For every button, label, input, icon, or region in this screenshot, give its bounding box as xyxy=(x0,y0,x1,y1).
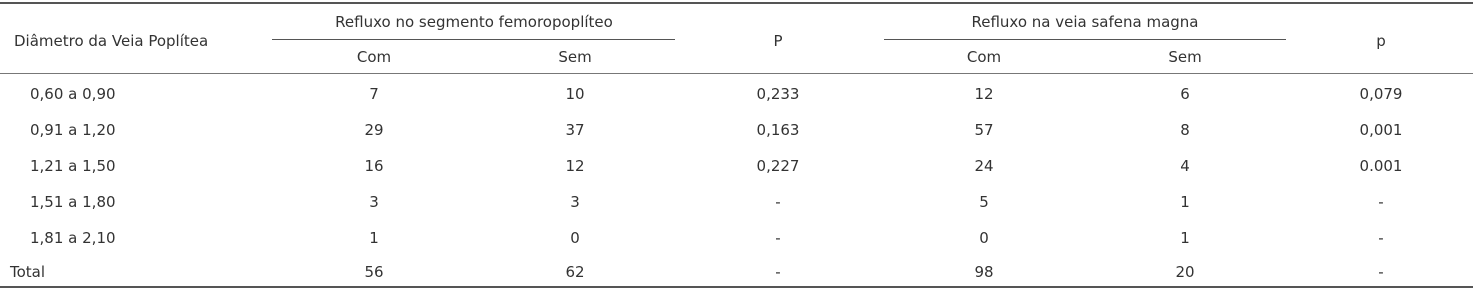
cell-fem-sem: 12 xyxy=(565,157,585,175)
table-row xyxy=(0,120,1475,156)
cell-saf-sem: 20 xyxy=(1175,263,1195,281)
cell-p2: - xyxy=(1378,263,1384,281)
table-top-rule xyxy=(0,2,1473,4)
cell-saf-com: 0 xyxy=(979,229,989,247)
cell-fem-sem: 37 xyxy=(565,121,585,139)
table-row xyxy=(0,228,1475,264)
cell-p1: - xyxy=(775,229,781,247)
column-header-saf-com: Com xyxy=(966,48,1002,66)
cell-fem-sem: 3 xyxy=(570,193,580,211)
cell-p1: 0,227 xyxy=(756,157,800,175)
cell-fem-com: 3 xyxy=(369,193,379,211)
cell-p2: 0,001 xyxy=(1359,121,1403,139)
cell-saf-sem: 6 xyxy=(1180,85,1190,103)
cell-fem-sem: 62 xyxy=(565,263,585,281)
cell-fem-com: 1 xyxy=(369,229,379,247)
row-label-total: Total xyxy=(10,263,46,281)
cell-saf-com: 98 xyxy=(974,263,994,281)
cell-saf-com: 57 xyxy=(974,121,994,139)
cell-p1: - xyxy=(775,263,781,281)
cell-p1: 0,163 xyxy=(756,121,800,139)
cell-fem-com: 56 xyxy=(364,263,384,281)
row-label: 1,81 a 2,10 xyxy=(30,229,116,247)
cell-fem-sem: 10 xyxy=(565,85,585,103)
cell-fem-com: 16 xyxy=(364,157,384,175)
cell-fem-sem: 0 xyxy=(570,229,580,247)
cell-saf-sem: 1 xyxy=(1180,229,1190,247)
row-label: 0,60 a 0,90 xyxy=(30,85,116,103)
group-header-femoropopliteal-rule xyxy=(272,39,675,40)
cell-p2: 0,079 xyxy=(1359,85,1403,103)
row-label: 1,51 a 1,80 xyxy=(30,193,116,211)
cell-p1: - xyxy=(775,193,781,211)
group-header-great-saphenous: Refluxo na veia safena magna xyxy=(971,13,1199,31)
cell-saf-com: 24 xyxy=(974,157,994,175)
header-bottom-rule xyxy=(0,73,1473,74)
table-row xyxy=(0,156,1475,192)
row-label: 0,91 a 1,20 xyxy=(30,121,116,139)
group-header-femoropopliteal: Refluxo no segmento femoropoplíteo xyxy=(335,13,613,31)
cell-saf-sem: 1 xyxy=(1180,193,1190,211)
table-row xyxy=(0,192,1475,228)
cell-p1: 0,233 xyxy=(756,85,800,103)
column-header-p2: p xyxy=(1376,32,1386,50)
column-header-p1: P xyxy=(773,32,783,50)
table-row-total xyxy=(0,262,1475,298)
cell-p2: - xyxy=(1378,229,1384,247)
column-header-fem-com: Com xyxy=(356,48,392,66)
cell-saf-com: 5 xyxy=(979,193,989,211)
table-bottom-rule xyxy=(0,286,1473,288)
group-header-great-saphenous-rule xyxy=(884,39,1286,40)
cell-fem-com: 29 xyxy=(364,121,384,139)
row-label: 1,21 a 1,50 xyxy=(30,157,116,175)
column-header-fem-sem: Sem xyxy=(558,48,592,66)
cell-fem-com: 7 xyxy=(369,85,379,103)
cell-p2: - xyxy=(1378,193,1384,211)
column-header-diameter: Diâmetro da Veia Poplítea xyxy=(14,32,209,50)
cell-saf-sem: 4 xyxy=(1180,157,1190,175)
cell-saf-sem: 8 xyxy=(1180,121,1190,139)
column-header-saf-sem: Sem xyxy=(1168,48,1202,66)
table-row xyxy=(0,84,1475,120)
cell-p2: 0.001 xyxy=(1359,157,1403,175)
cell-saf-com: 12 xyxy=(974,85,994,103)
